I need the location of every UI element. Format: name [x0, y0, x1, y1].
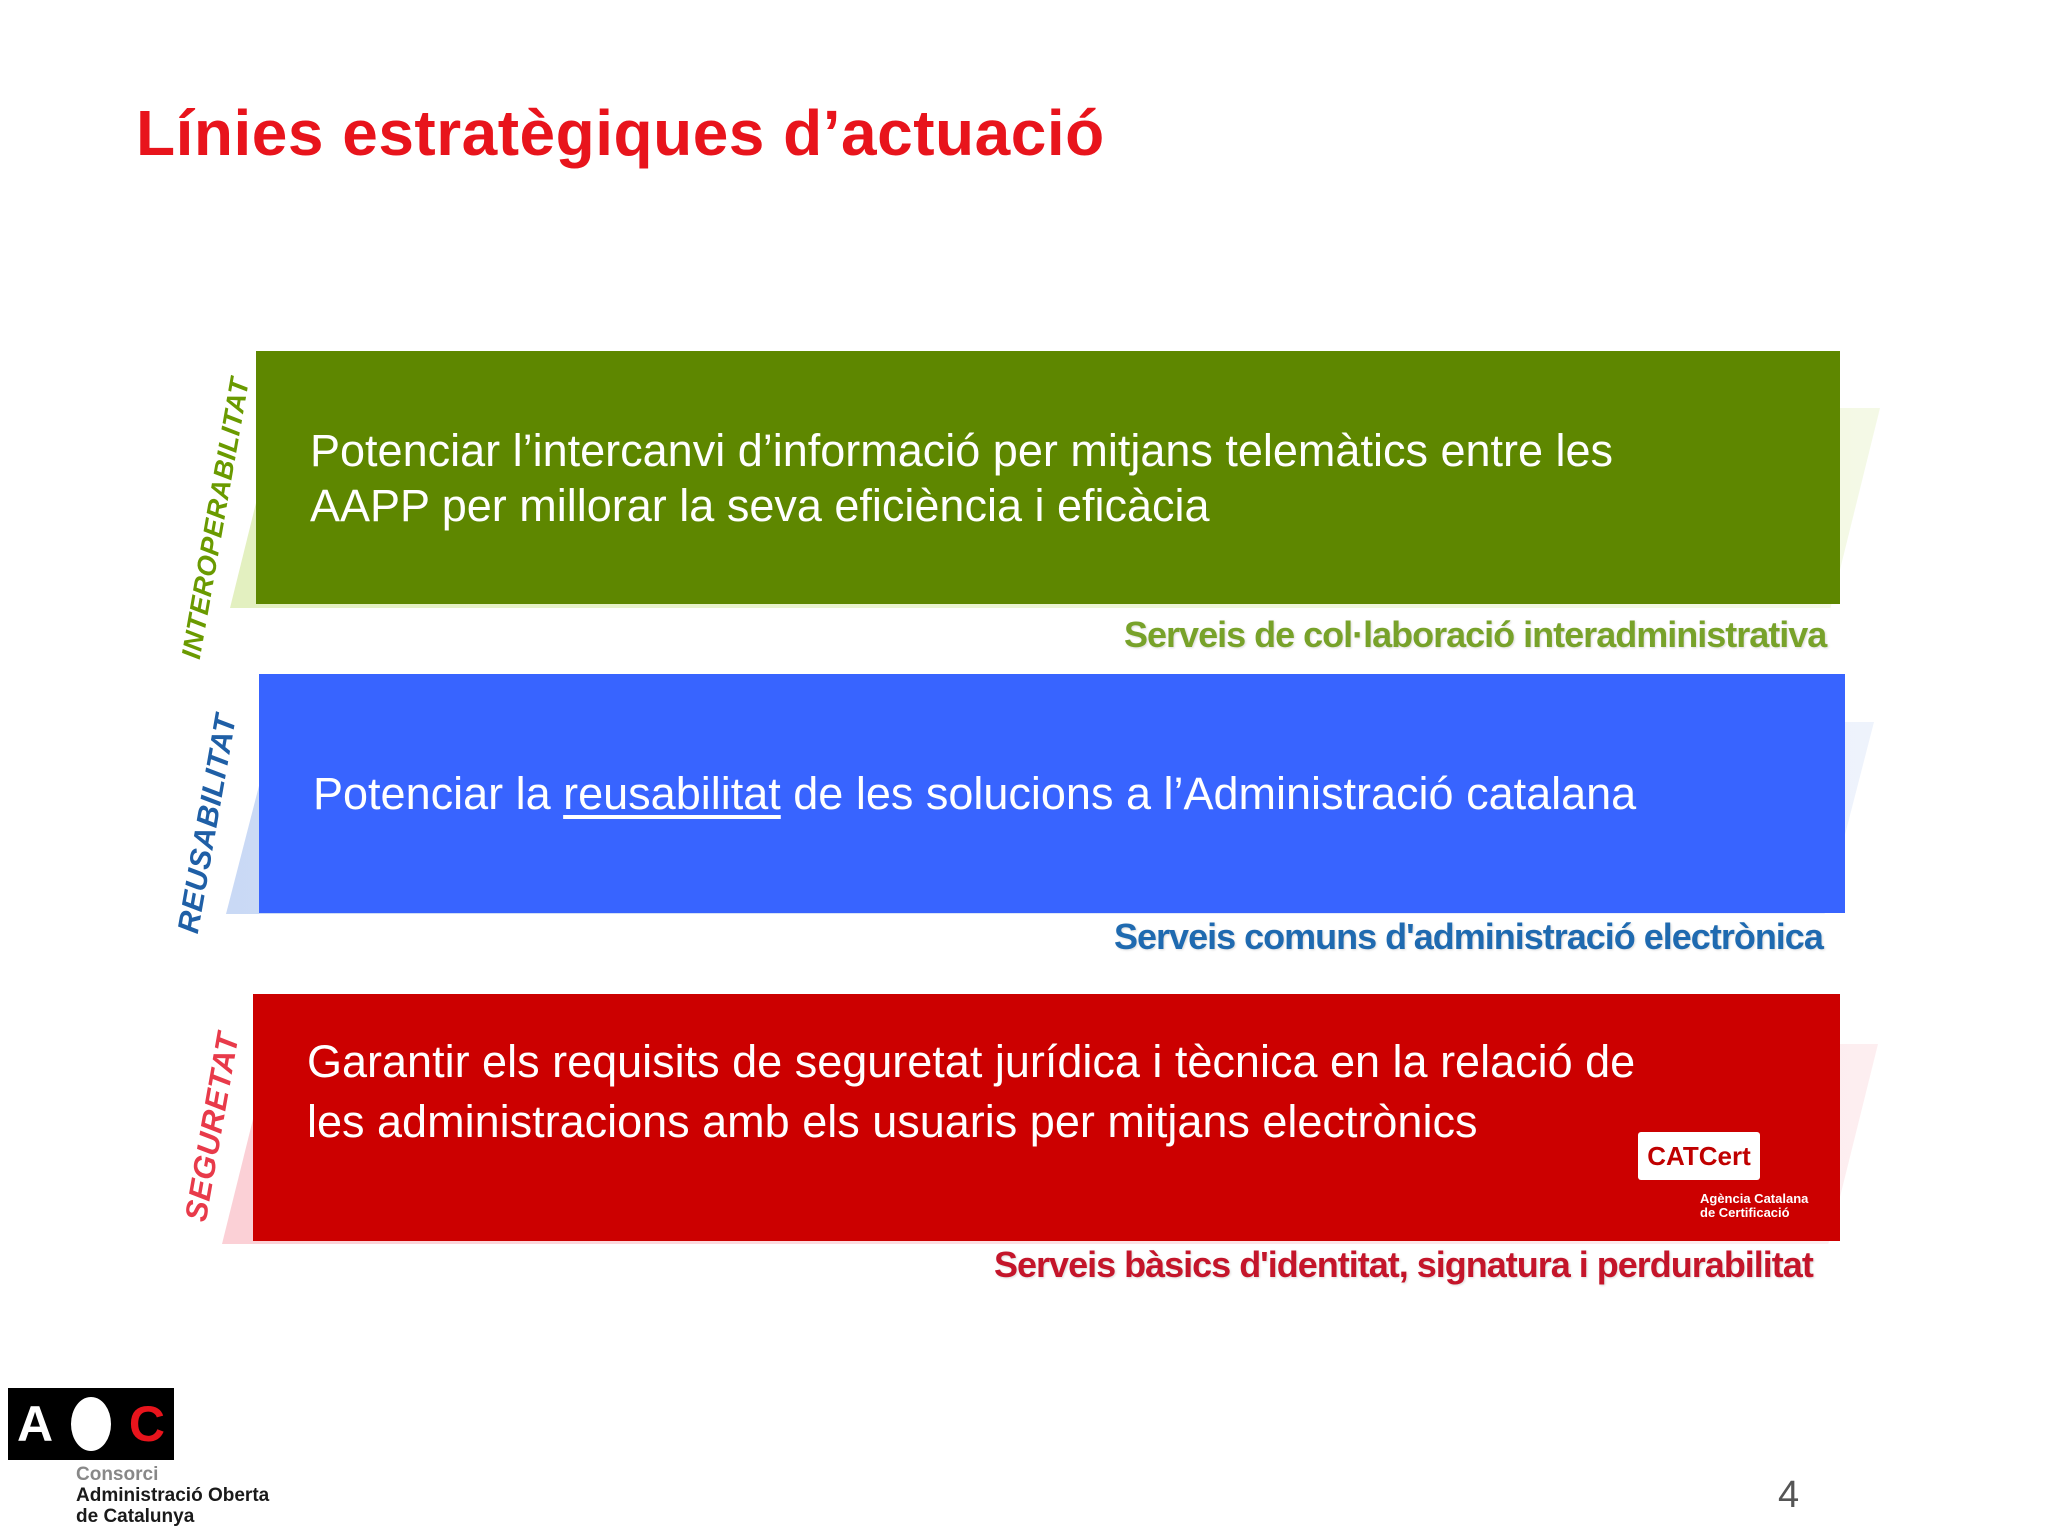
aoc-logo [8, 1388, 269, 1527]
box-interoperabilitat-line2: AAPP per millorar la seva eficiència i eficàcia [310, 480, 1210, 531]
box-reusabilitat-text-post: de les solucions a l’Administració catalana [780, 768, 1637, 819]
box-interoperabilitat [256, 351, 1840, 604]
catcert-sub-line2: de Certificació [1700, 1205, 1790, 1220]
aoc-logo-mark [8, 1388, 174, 1460]
catcert-logo [1638, 1132, 1808, 1220]
box-interoperabilitat-line1: Potenciar l’intercanvi d’informació per mitjans telemàtics entre les [310, 425, 1614, 476]
box-reusabilitat [259, 674, 1845, 913]
page-number: 4 [1778, 1474, 1800, 1516]
aoc-name-line1: Consorci [76, 1464, 159, 1485]
aoc-mark-c: C [128, 1396, 166, 1452]
service-interoperabilitat: Serveis de col·laboració interadministrativa [1124, 614, 1827, 655]
box-seguretat-line2: les administracions amb els usuaris per mitjans electrònics [307, 1096, 1478, 1147]
side-label-reusabilitat: REUSABILITAT [172, 711, 243, 936]
service-reusabilitat: Serveis comuns d'administració electrònica [1114, 916, 1823, 957]
box-seguretat [253, 994, 1840, 1241]
catcert-logo-sub [1700, 1192, 1808, 1220]
side-label-interoperabilitat: INTEROPERABILITAT [176, 375, 256, 662]
box-seguretat-line1: Garantir els requisits de seguretat jurídica i tècnica en la relació de [307, 1036, 1636, 1087]
box-reusabilitat-text-underlined: reusabilitat [563, 768, 781, 819]
catcert-sub-line1: Agència Catalana [1700, 1191, 1809, 1206]
service-seguretat: Serveis bàsics d'identitat, signatura i perdurabilitat [994, 1244, 1813, 1285]
side-label-seguretat: SEGURETAT [178, 1029, 246, 1225]
aoc-name-line3: de Catalunya [76, 1506, 195, 1527]
box-reusabilitat-text-pre: Potenciar la [313, 768, 564, 819]
aoc-mark-a: A [16, 1396, 54, 1452]
aoc-name-line2: Administració Oberta [76, 1485, 270, 1506]
slide-title: Línies estratègiques d’actuació [136, 97, 1105, 169]
catcert-logo-mark: CATCert [1638, 1132, 1760, 1180]
aoc-logo-name [76, 1464, 269, 1527]
aoc-mark-o-icon [71, 1397, 111, 1451]
